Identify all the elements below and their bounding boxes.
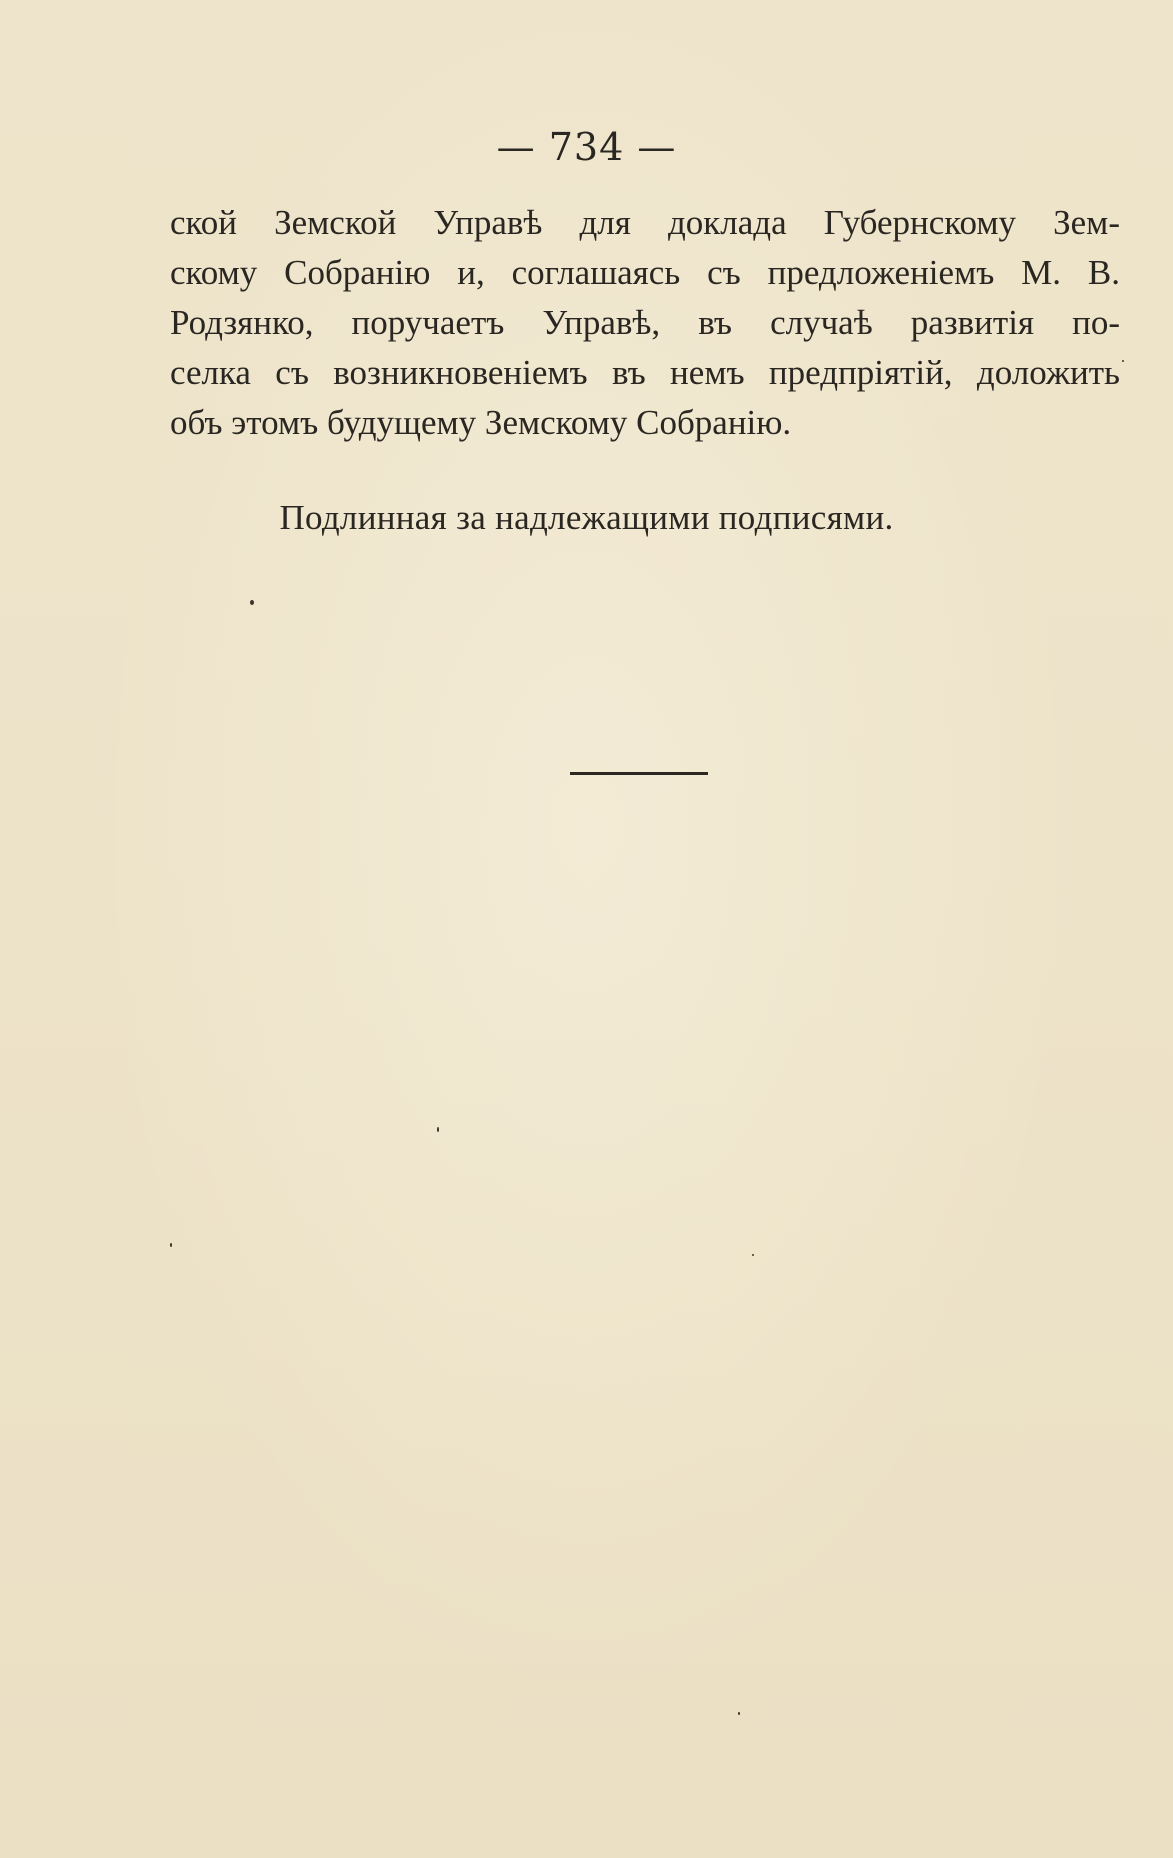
paragraph-line: Родзянко, поручаетъ Управѣ, въ случаѣ развитія по- xyxy=(170,303,1120,342)
paragraph-line: ской Земской Управѣ для доклада Губернскому Зем- xyxy=(170,203,1120,242)
signature-note: Подлинная за надлежащими подписями. xyxy=(279,498,894,537)
ink-speck xyxy=(752,1254,754,1256)
paragraph-line: объ этомъ будущему Земскому Собранію. xyxy=(170,403,792,442)
paragraph-line: скому Собранію и, соглашаясь съ предложеніемъ М. В. xyxy=(170,253,1120,292)
page-number: — 734 — xyxy=(496,125,677,169)
ink-speck xyxy=(250,600,254,605)
ink-speck xyxy=(437,1127,439,1132)
paragraph xyxy=(170,198,1120,448)
paragraph-line: селка съ возникновеніемъ въ немъ предпріятій, доложить xyxy=(170,353,1120,392)
ink-speck xyxy=(170,1243,172,1247)
ink-speck xyxy=(1122,360,1124,362)
ink-speck xyxy=(738,1712,740,1715)
horizontal-rule-divider xyxy=(570,772,708,775)
